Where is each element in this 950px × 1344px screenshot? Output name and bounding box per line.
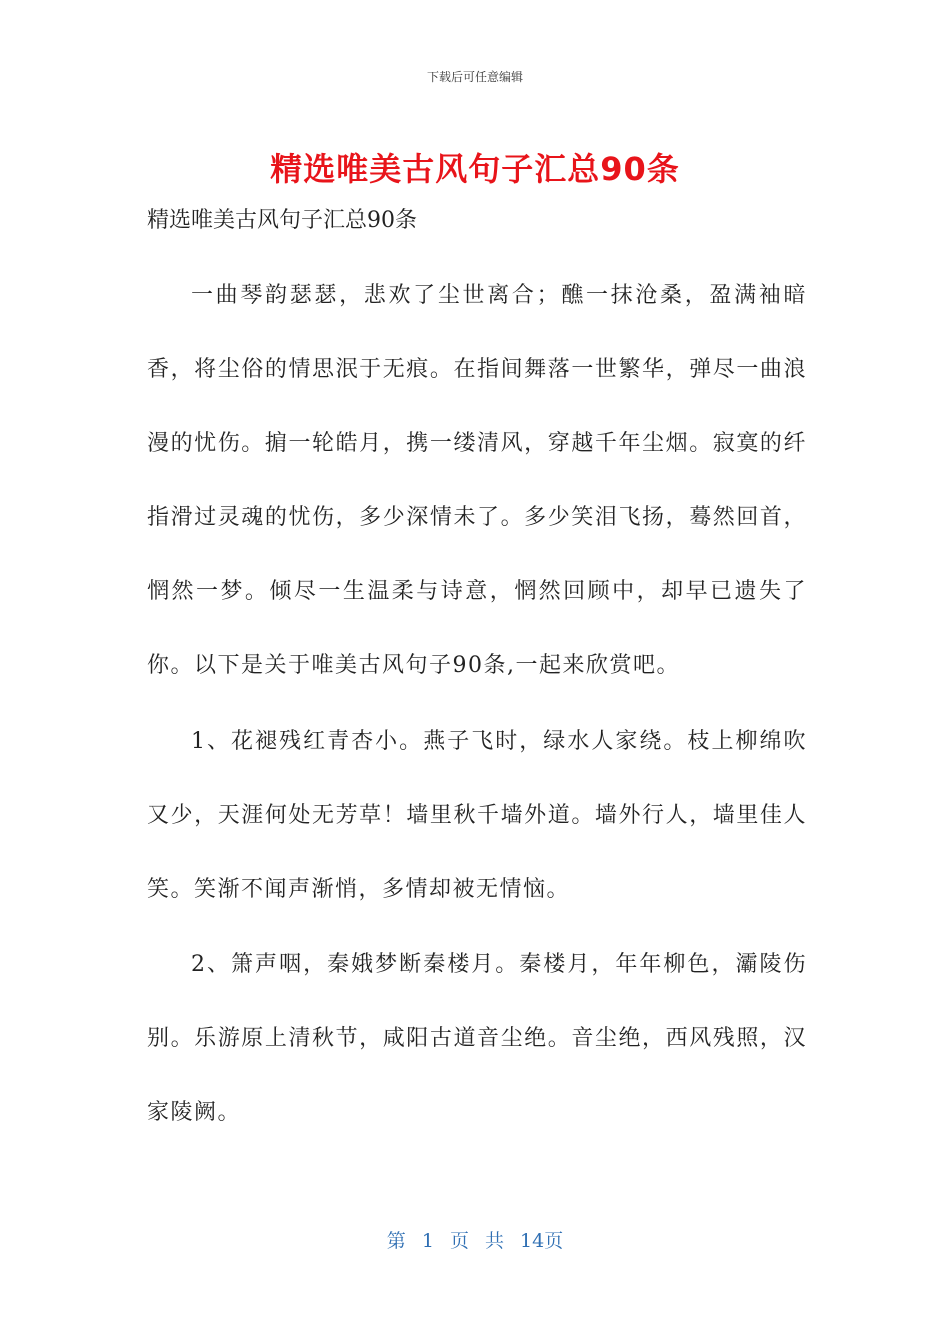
document-title: 精选唯美古风句子汇总90条 xyxy=(270,150,680,188)
header-note: 下载后可任意编辑 xyxy=(426,70,523,84)
paragraph-text: 1、花褪残红青杏小。燕子飞时，绿水人家绕。枝上柳绵吹又少，天涯何处无芳草！墙里秋千墙外道。墙外行人，墙里佳人笑。笑渐不闻声渐悄，多情却被无情恼。 xyxy=(147,729,807,902)
paragraph-text: 一曲琴韵瑟瑟，悲欢了尘世离合；醮一抹沧桑，盈满袖暗香，将尘俗的情思泯于无痕。在指间舞落一世繁华，弹尽一曲浪漫的忧伤。掮一轮皓月，携一缕清风，穿越千年尘烟。寂寞的纤指滑过灵魂的忧伤，多少深情未了。多少笑泪飞扬，蓦然回首，惘然一梦。倾尽一生温柔与诗意，惘然回顾中，却早已遗失了你。以下是关于唯美古风句子90条,一起来欣赏吧。 xyxy=(147,283,807,678)
paragraph-item-1 xyxy=(147,705,807,927)
paragraph-text: 2、箫声咽，秦娥梦断秦楼月。秦楼月，年年柳色，灞陵伤别。乐游原上清秋节，咸阳古道音尘绝。音尘绝，西风残照，汉家陵阙。 xyxy=(147,952,807,1125)
document-subtitle: 精选唯美古风句子汇总90条 xyxy=(147,208,417,233)
paragraph-item-2 xyxy=(147,928,807,1150)
page-number-footer: 第 1 页 共 14页 xyxy=(386,1230,564,1252)
paragraph-intro xyxy=(147,259,807,703)
